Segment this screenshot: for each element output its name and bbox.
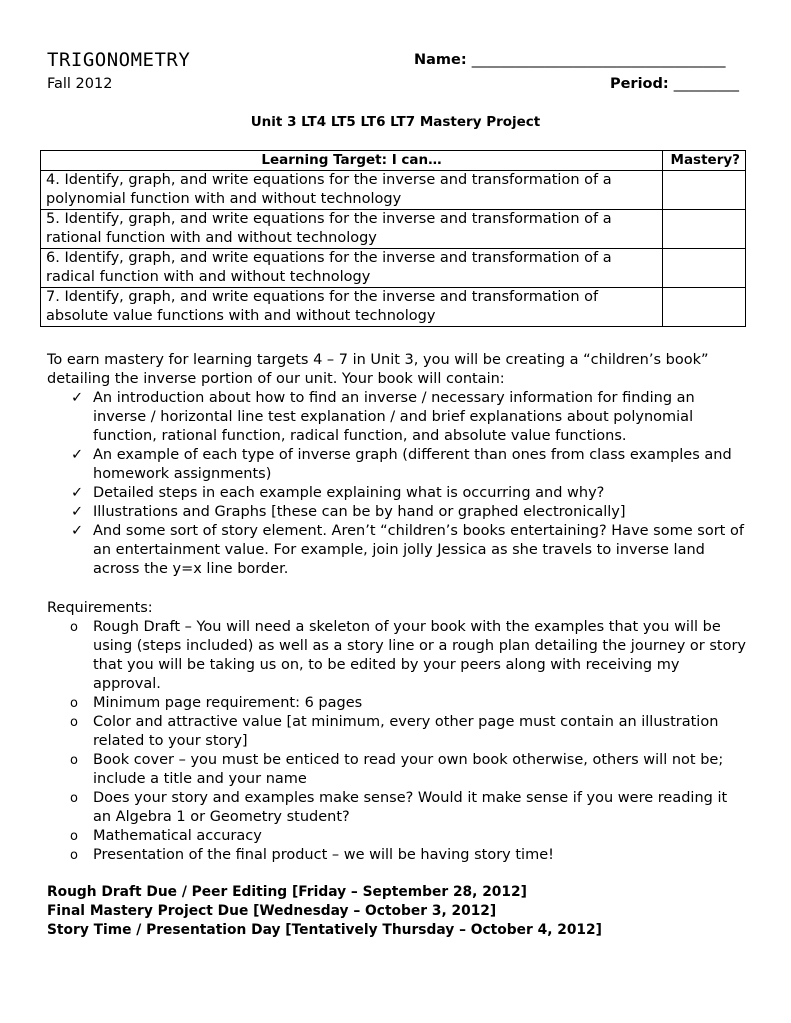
circle-bullet-icon: o <box>70 848 78 863</box>
list-item <box>47 713 747 751</box>
period-blank: _________ <box>673 76 739 92</box>
mastery-cell <box>663 288 746 327</box>
list-item <box>47 694 747 713</box>
requirement-text: Rough Draft – You will need a skeleton of your book with the examples that you will be using (steps included) as well as a story line or a rough plan detailing the journey or story that you will be taking us on, to be edited by your peers along with receiving my approval. <box>93 619 746 692</box>
mastery-header: Mastery? <box>663 151 746 171</box>
list-item <box>47 484 747 503</box>
table-row <box>41 288 746 327</box>
circle-bullet-icon: o <box>70 829 78 844</box>
checklist-text: An example of each type of inverse graph (different than ones from class examples and homework assignments) <box>93 447 732 482</box>
table-header-row <box>41 151 746 171</box>
mastery-cell <box>663 249 746 288</box>
learning-target-header: Learning Target: I can… <box>41 151 663 171</box>
checkmark-icon: ✓ <box>71 390 84 406</box>
requirements-list <box>47 618 747 865</box>
checkmark-icon: ✓ <box>71 447 84 463</box>
requirement-text: Minimum page requirement: 6 pages <box>93 695 363 711</box>
list-item <box>47 789 747 827</box>
list-item <box>47 503 747 522</box>
learning-targets-table <box>40 150 746 327</box>
checkmark-icon: ✓ <box>71 485 84 501</box>
requirement-text: Color and attractive value [at minimum, every other page must contain an illustration related to your story] <box>93 714 719 749</box>
list-item <box>47 522 747 579</box>
requirement-text: Does your story and examples make sense? Would it make sense if you were reading it an Algebra 1 or Geometry student? <box>93 790 728 825</box>
circle-bullet-icon: o <box>70 715 78 730</box>
name-field <box>414 52 725 68</box>
checklist-text: Illustrations and Graphs [these can be by hand or graphed electronically] <box>93 504 626 520</box>
learning-target-4: 4. Identify, graph, and write equations for the inverse and transformation of a polynomial function with and without technology <box>41 171 663 210</box>
list-item <box>47 751 747 789</box>
contents-checklist <box>47 389 747 579</box>
checklist-text: An introduction about how to find an inverse / necessary information for finding an inverse / horizontal line test explanation / and brief explanations about polynomial function, rational function, radical function, and absolute value functions. <box>93 390 695 444</box>
term-label: Fall 2012 <box>47 76 113 92</box>
list-item <box>47 618 747 694</box>
checklist-text: And some sort of story element. Aren’t “children’s books entertaining? Have some sort of an entertainment value. For example, join jolly Jessica as she travels to inverse land across the y=x line border. <box>93 523 744 577</box>
list-item <box>47 827 747 846</box>
project-title: Unit 3 LT4 LT5 LT6 LT7 Mastery Project <box>250 114 541 130</box>
checklist-text: Detailed steps in each example explaining what is occurring and why? <box>93 485 605 501</box>
mastery-cell <box>663 210 746 249</box>
circle-bullet-icon: o <box>70 696 78 711</box>
learning-target-6: 6. Identify, graph, and write equations for the inverse and transformation of a radical function with and without technology <box>41 249 663 288</box>
period-label: Period: <box>609 76 669 92</box>
learning-target-7: 7. Identify, graph, and write equations for the inverse and transformation of absolute value functions with and without technology <box>41 288 663 327</box>
requirement-text: Mathematical accuracy <box>93 828 262 844</box>
mastery-cell <box>663 171 746 210</box>
name-label: Name: <box>414 52 467 68</box>
requirement-text: Presentation of the final product – we will be having story time! <box>93 847 554 863</box>
learning-target-5: 5. Identify, graph, and write equations for the inverse and transformation of a rational function with and without technology <box>41 210 663 249</box>
circle-bullet-icon: o <box>70 753 78 768</box>
intro-paragraph: To earn mastery for learning targets 4 – 7 in Unit 3, you will be creating a “children’s book” detailing the inverse portion of our unit. Your book will contain: <box>47 352 709 387</box>
table-row <box>41 249 746 288</box>
circle-bullet-icon: o <box>70 791 78 806</box>
due-dates <box>47 883 602 940</box>
list-item <box>47 389 747 446</box>
rough-draft-due: Rough Draft Due / Peer Editing [Friday – September 28, 2012] <box>47 884 527 900</box>
table-row <box>41 171 746 210</box>
table-row <box>41 210 746 249</box>
intro-section <box>47 351 747 579</box>
course-title: TRIGONOMETRY <box>47 49 191 71</box>
presentation-day: Story Time / Presentation Day [Tentatively Thursday – October 4, 2012] <box>47 922 602 938</box>
requirements-heading: Requirements: <box>47 600 153 616</box>
checkmark-icon: ✓ <box>71 523 84 539</box>
list-item <box>47 846 747 865</box>
final-project-due: Final Mastery Project Due [Wednesday – October 3, 2012] <box>47 903 497 919</box>
list-item <box>47 446 747 484</box>
circle-bullet-icon: o <box>70 620 78 635</box>
requirement-text: Book cover – you must be enticed to read your own book otherwise, others will not be; include a title and your name <box>93 752 724 787</box>
period-field <box>610 76 739 92</box>
name-blank: ___________________________________ <box>471 52 726 68</box>
checkmark-icon: ✓ <box>71 504 84 520</box>
